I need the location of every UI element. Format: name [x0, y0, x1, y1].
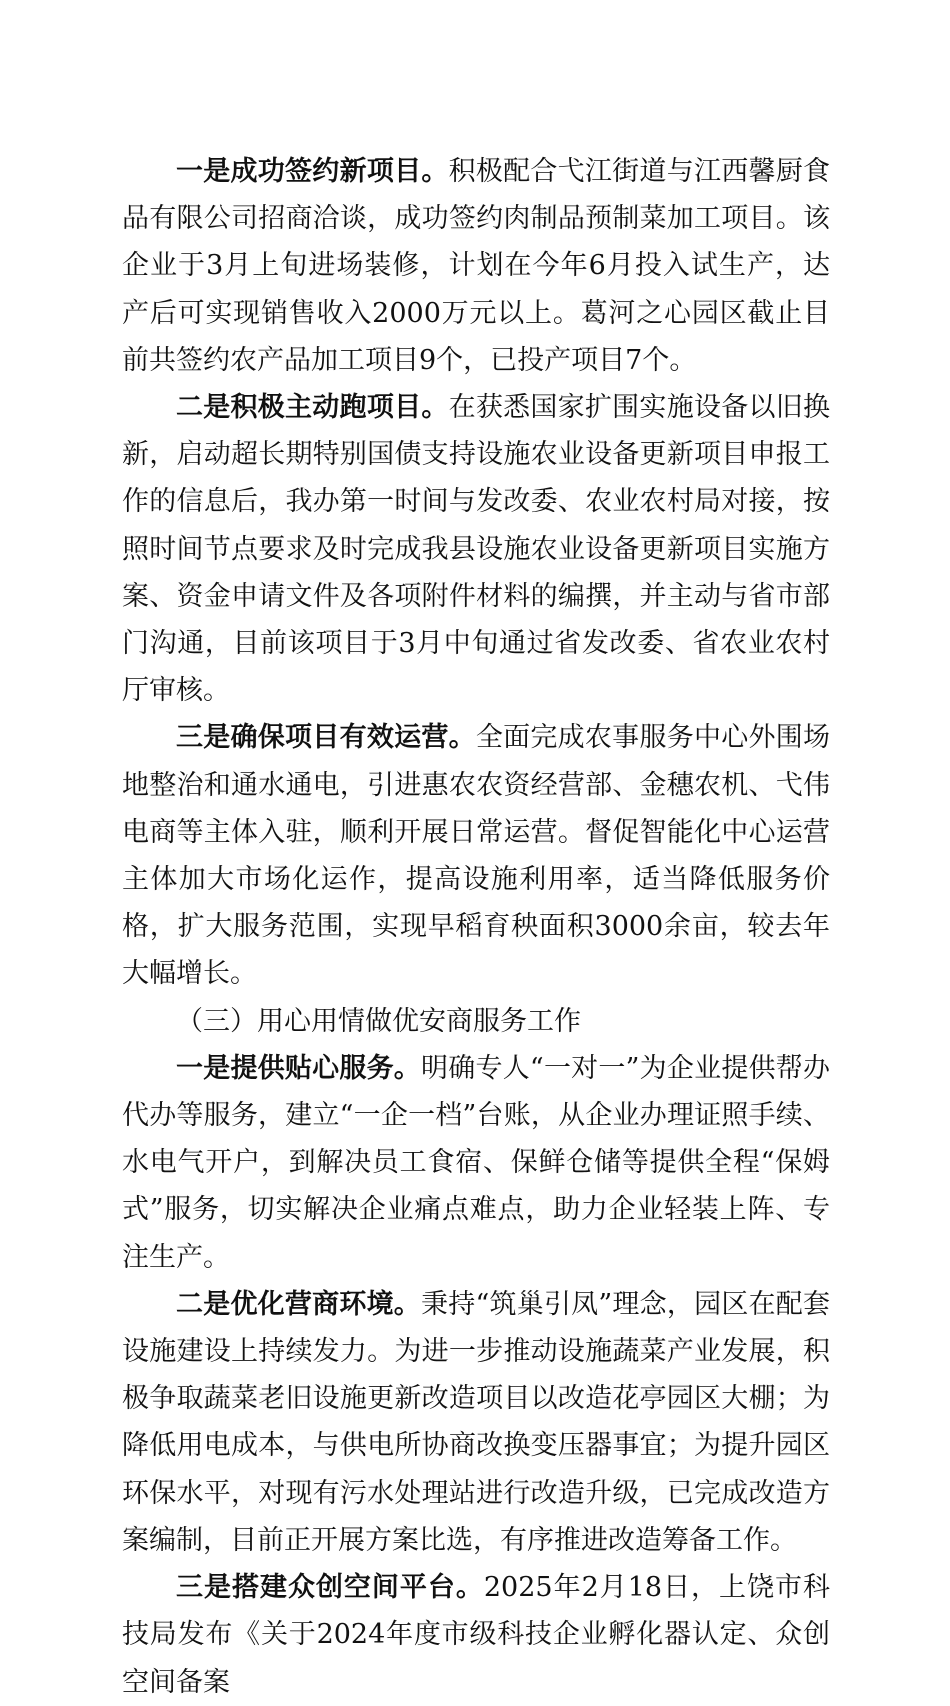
paragraph-body: 在获悉国家扩围实施设备以旧换新，启动超长期特别国债支持设施农业设备更新项目申报工作的信息后，我办第一时间与发改委、农业农村局对接，按照时间节点要求及时完成我县设施农业设备更新项目实施方案、资金申请文件及各项附件材料的编撰，并主动与省市部门沟通，目前该项目于3月中旬通过省发改委、省农业农村厅审核。: [122, 392, 831, 707]
paragraph-lead: 二是优化营商环境。: [176, 1288, 422, 1320]
section-heading: （三）用心用情做优安商服务工作: [176, 1005, 581, 1037]
paragraph-body: 积极配合弋江街道与江西馨厨食品有限公司招商洽谈，成功签约肉制品预制菜加工项目。该企业于3月上旬进场装修，计划在今年6月投入试生产，达产后可实现销售收入2000万元以上。葛河之心园区截止目前共签约农产品加工项目9个，已投产项目7个。: [122, 156, 831, 376]
paragraph-lead: 三是确保项目有效运营。: [176, 722, 476, 754]
paragraph-body: 2025年2月18日，上饶市科技局发布《关于2024年度市级科技企业孵化器认定、众创空间备案: [122, 1572, 831, 1698]
paragraph-attentive-service: [122, 1045, 830, 1281]
paragraph-body: 明确专人“一对一”为企业提供帮办代办等服务，建立“一企一档”台账，从企业办理证照手续、水电气开户，到解决员工食宿、保鲜仓储等提供全程“保姆式”服务，切实解决企业痛点难点，助力企业轻装上阵、专注生产。: [122, 1052, 831, 1273]
paragraph-business-environment: [122, 1281, 830, 1564]
paragraph-pursuing-projects: [122, 384, 830, 714]
paragraph-lead: 三是搭建众创空间平台。: [176, 1572, 484, 1604]
paragraph-lead: 二是积极主动跑项目。: [176, 392, 449, 424]
paragraph-maker-space: [122, 1564, 830, 1706]
document-page: [122, 148, 830, 1706]
paragraph-project-operation: [122, 714, 830, 997]
paragraph-lead: 一是提供贴心服务。: [176, 1052, 422, 1084]
paragraph-signing-projects: [122, 148, 830, 384]
paragraph-body: 全面完成农事服务中心外围场地整治和通水通电，引进惠农农资经营部、金穗农机、弋伟电商等主体入驻，顺利开展日常运营。督促智能化中心运营主体加大市场化运作，提高设施利用率，适当降低服务价格，扩大服务范围，实现早稻育秧面积3000余亩，较去年大幅增长。: [122, 722, 831, 990]
paragraph-body: 秉持“筑巢引凤”理念，园区在配套设施建设上持续发力。为进一步推动设施蔬菜产业发展，积极争取蔬菜老旧设施更新改造项目以改造花亭园区大棚；为降低用电成本，与供电所协商改换变压器事宜；为提升园区环保水平，对现有污水处理站进行改造升级，已完成改造方案编制，目前正开展方案比选，有序推进改造筹备工作。: [122, 1288, 831, 1556]
paragraph-lead: 一是成功签约新项目。: [176, 156, 449, 187]
